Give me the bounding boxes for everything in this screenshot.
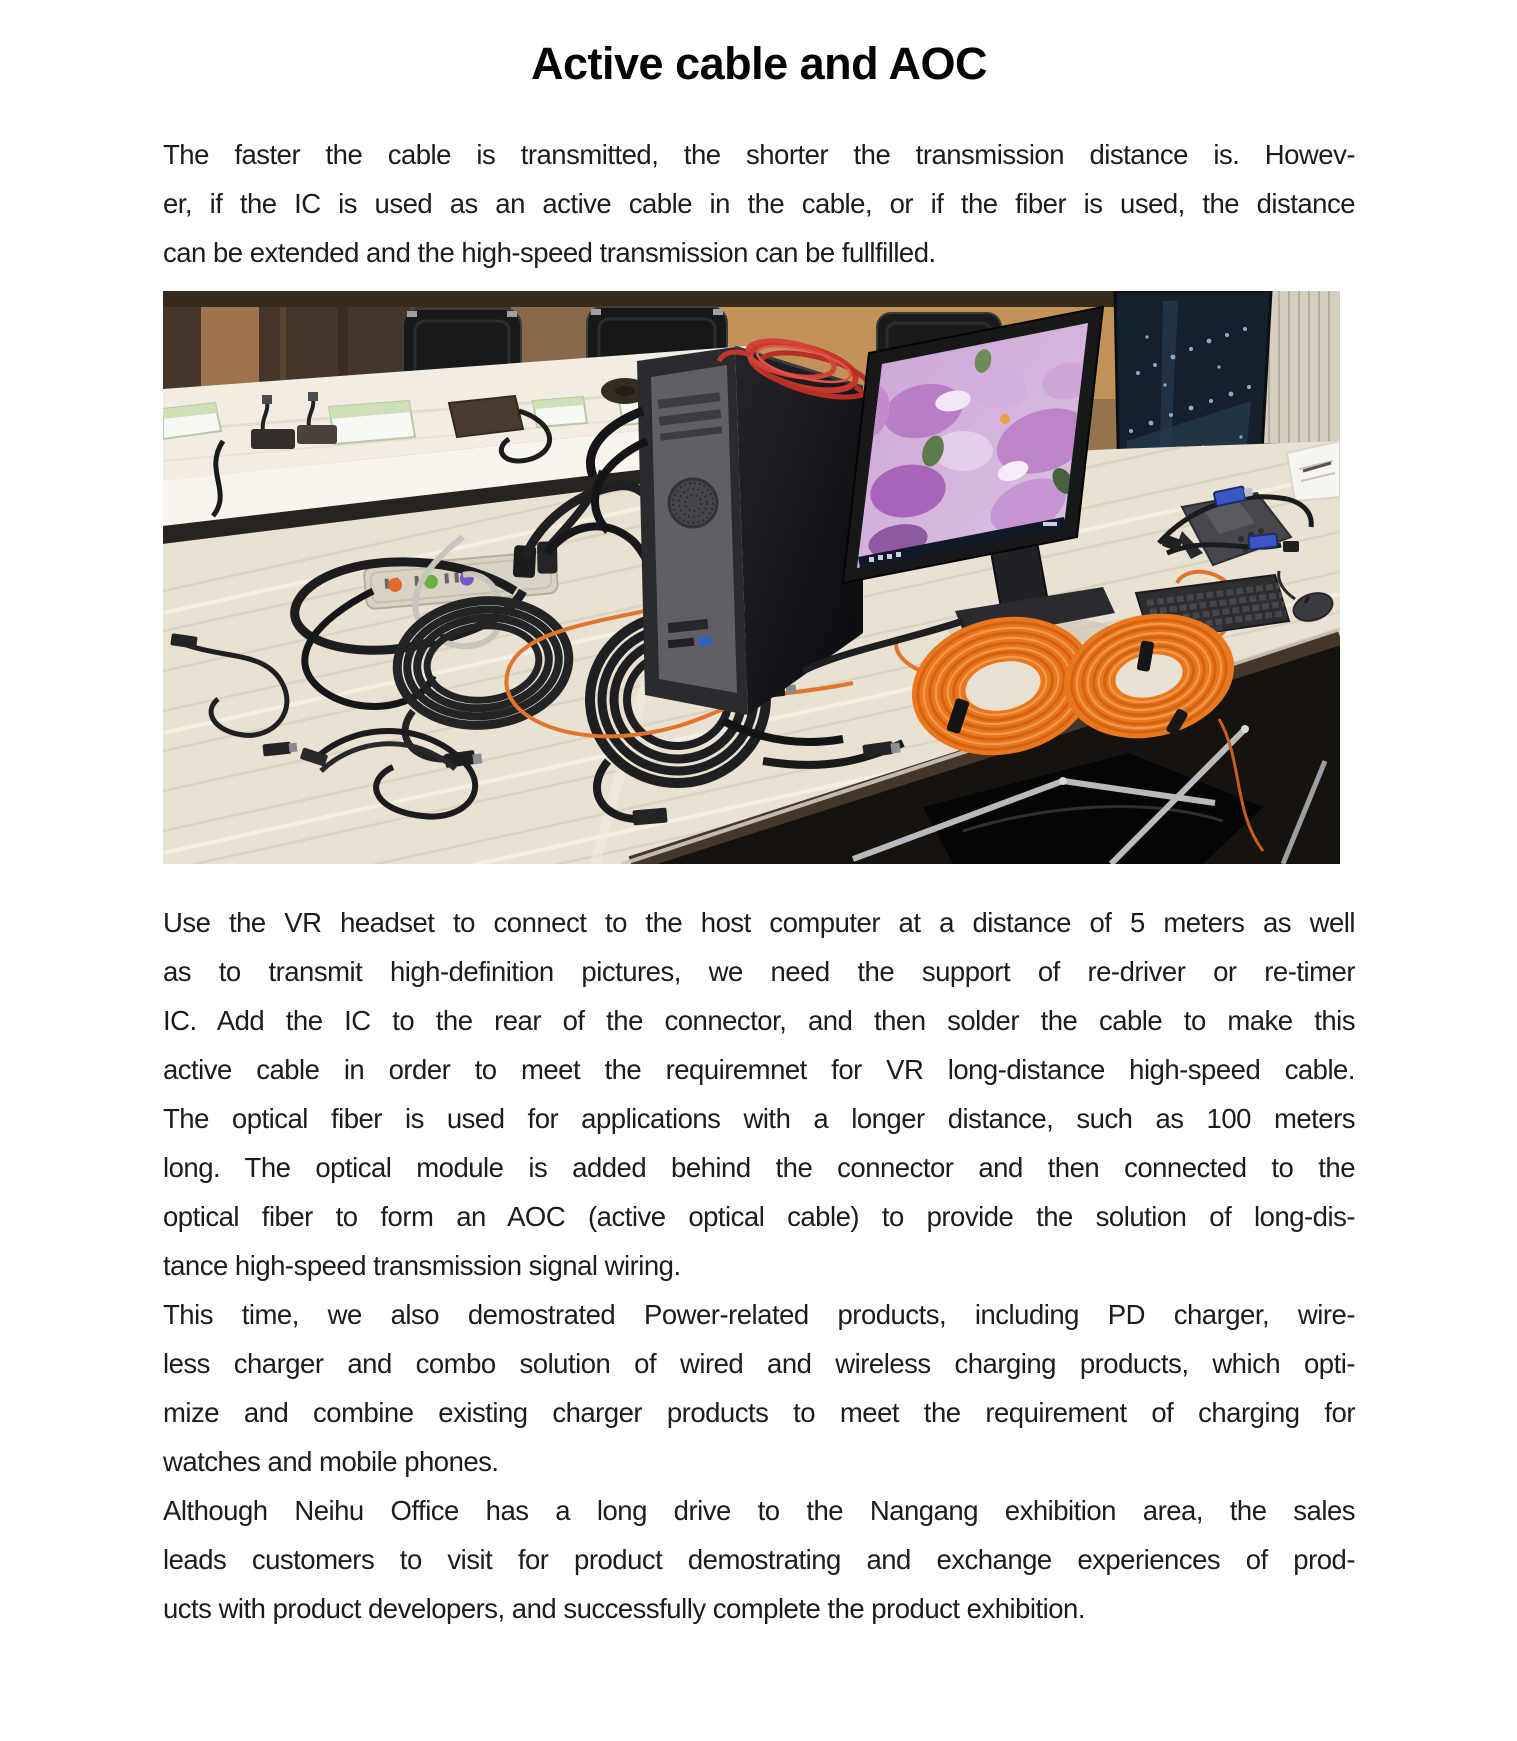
body-line: less charger and combo solution of wired and wireless charging products, which opti- [163,1348,1355,1379]
page-title: Active cable and AOC [531,38,987,89]
body-line: leads customers to visit for product demostrating and exchange experiences of prod- [163,1544,1355,1575]
body-line: tance high-speed transmission signal wiring. [163,1250,681,1281]
body-line: long. The optical module is added behind the connector and then connected to the [163,1152,1355,1183]
body-line: mize and combine existing charger products to meet the requirement of charging for [163,1397,1355,1428]
body-line: The optical fiber is used for applications with a longer distance, such as 100 meters [163,1103,1355,1134]
conference-room-photo [163,291,1340,864]
body-line: IC. Add the IC to the rear of the connector, and then solder the cable to make this [163,1005,1355,1036]
body-line: as to transmit high-definition pictures, we need the support of re-driver or re-timer [163,956,1355,987]
body-paragraphs [163,898,1355,1633]
body-line: active cable in order to meet the requiremnet for VR long-distance high-speed cable. [163,1054,1355,1085]
intro-line: The faster the cable is transmitted, the shorter the transmission distance is. Howev- [163,139,1355,170]
body-line: This time, we also demostrated Power-related products, including PD charger, wire- [163,1299,1355,1330]
body-line: ucts with product developers, and successfully complete the product exhibition. [163,1593,1085,1624]
body-line: watches and mobile phones. [163,1446,499,1477]
body-line: Although Neihu Office has a long drive to the Nangang exhibition area, the sales [163,1495,1355,1526]
intro-paragraph [163,130,1355,277]
intro-line: er, if the IC is used as an active cable in the cable, or if the fiber is used, the distance [163,188,1355,219]
body-line: optical fiber to form an AOC (active optical cable) to provide the solution of long-dis- [163,1201,1355,1232]
pc-vent [669,479,717,527]
body-line: Use the VR headset to connect to the host computer at a distance of 5 meters as well [163,907,1355,938]
intro-line: can be extended and the high-speed transmission can be fullfilled. [163,237,936,268]
